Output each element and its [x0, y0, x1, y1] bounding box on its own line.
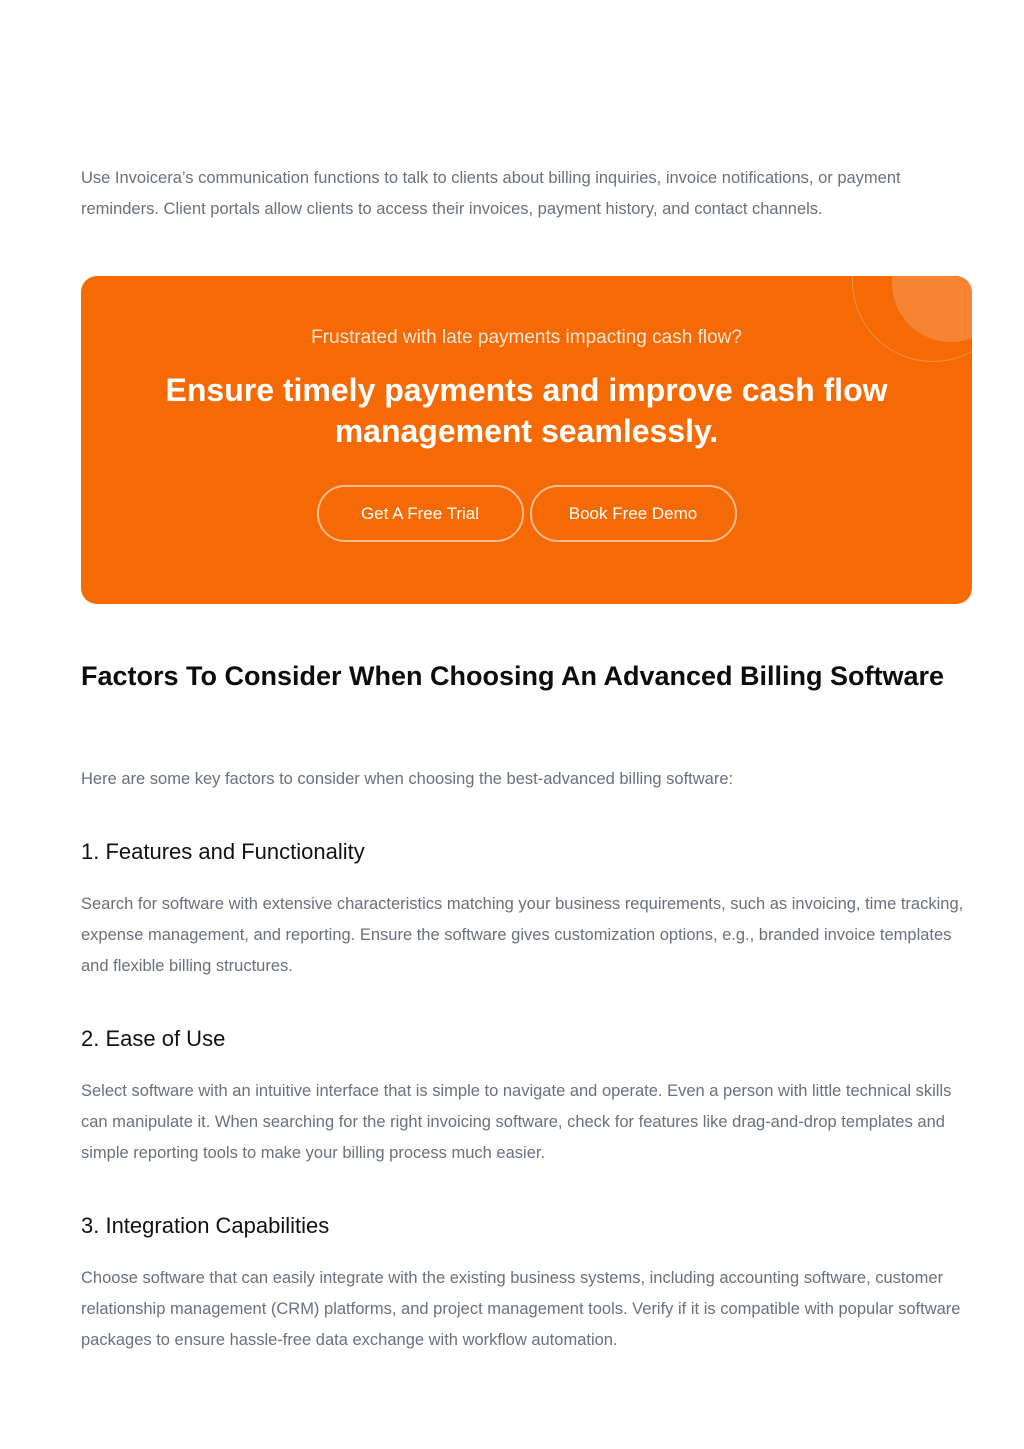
factor-text-ease-of-use: Select software with an intuitive interface that is simple to navigate and operate. Even a person with little technical skills can manipulate it. When searching for the right invoicing software, check for features like drag-and-drop templates and simple reporting tools to make your billing process much easier.: [81, 1082, 952, 1162]
free-trial-button[interactable]: Get A Free Trial: [317, 485, 524, 542]
factor-heading-ease-of-use: 2. Ease of Use: [81, 1026, 226, 1051]
factor-heading-features: 1. Features and Functionality: [81, 839, 365, 864]
section-title: Factors To Consider When Choosing An Advanced Billing Software: [81, 661, 945, 691]
factor-text-integration: Choose software that can easily integrate with the existing business systems, including accounting software, customer relationship management (CRM) platforms, and project management tools. Verify if it is compatible with popular software packages to ensure hassle-free data exchange with workflow automation.: [81, 1269, 961, 1349]
book-demo-button[interactable]: Book Free Demo: [530, 485, 737, 542]
cta-title: Ensure timely payments and improve cash flow management seamlessly.: [165, 372, 888, 449]
cta-button-group: [81, 485, 972, 542]
cta-banner: [81, 276, 972, 604]
section-intro: Here are some key factors to consider when choosing the best-advanced billing software:: [81, 770, 734, 788]
factor-heading-integration: 3. Integration Capabilities: [81, 1213, 330, 1238]
cta-subtitle: Frustrated with late payments impacting cash flow?: [311, 327, 742, 348]
factor-text-features: Search for software with extensive characteristics matching your business requirements, such as invoicing, time tracking, expense management, and reporting. Ensure the software gives customization options, e.g., branded invoice templates and flexible billing structures.: [81, 895, 964, 975]
intro-paragraph: Use Invoicera’s communication functions to talk to clients about billing inquiries, invoice notifications, or payment reminders. Client portals allow clients to access their invoices, payment history, and contact channels.: [81, 169, 901, 218]
